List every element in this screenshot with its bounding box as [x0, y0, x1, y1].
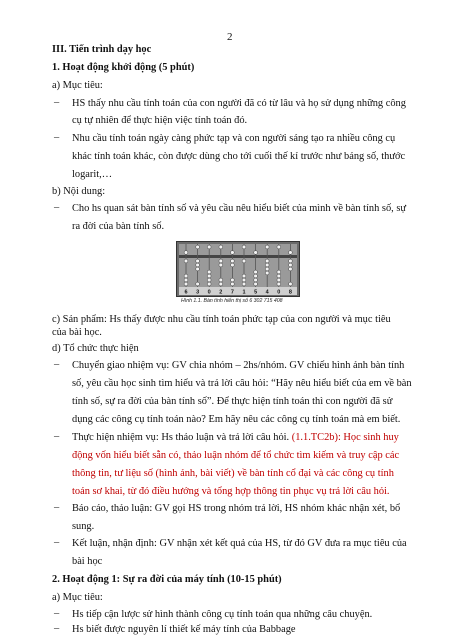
a-objective-label: a) Mục tiêu: — [52, 592, 103, 603]
objective-line: Hs biết được nguyên lí thiết kế máy tính của Babbage — [72, 624, 296, 635]
c-product-line: của bài học. — [52, 327, 102, 338]
abacus-upper-bead — [242, 245, 246, 249]
abacus-lower-bead — [277, 282, 281, 286]
abacus-lower-bead — [265, 259, 269, 263]
abacus-lower-bead — [254, 278, 258, 282]
abacus-digit: 3 — [196, 289, 200, 296]
abacus-upper-bead — [254, 251, 258, 255]
bullet-dash: – — [54, 431, 60, 442]
abacus-lower-bead — [196, 263, 200, 267]
abacus-upper-bead — [196, 245, 200, 249]
task-line: dụng các công cụ tính toán nào? Em hãy nêu các công cụ tính toán mà em biết. — [72, 414, 401, 425]
task-text: Thực hiện nhiệm vụ: Hs thảo luận và trả lời câu hỏi. — [72, 432, 292, 443]
competency-code-text: (1.1.TC2b): Học sinh huy — [291, 432, 399, 443]
content-line: Cho hs quan sát bàn tính số và yêu cầu nêu hiểu biết của mình về bàn tính số, sự — [72, 203, 407, 214]
abacus-upper-bead — [207, 245, 211, 249]
abacus-figure — [176, 241, 300, 297]
abacus-lower-bead — [277, 274, 281, 278]
abacus-digit: 6 — [184, 289, 188, 296]
abacus-lower-bead — [207, 282, 211, 286]
activity2-heading: 2. Hoạt động 1: Sự ra đời của máy tính (10-15 phút) — [52, 574, 282, 585]
b-content-label: b) Nội dung: — [52, 186, 106, 197]
abacus-lower-bead — [277, 278, 281, 282]
bullet-dash: – — [54, 359, 60, 370]
abacus-lower-bead — [242, 259, 246, 263]
abacus-lower-bead — [289, 267, 293, 271]
page-number: 2 — [227, 31, 233, 43]
abacus-lower-bead — [184, 259, 188, 263]
objective-line: logarit,… — [72, 169, 113, 180]
abacus-lower-bead — [184, 274, 188, 278]
abacus-image — [176, 241, 300, 297]
abacus-upper-bead — [219, 245, 223, 249]
task-line: tính số, sự ra đời của bàn tính số”. Để thực hiện tính toán thì con người đã sử — [72, 396, 393, 407]
task-line: Báo cáo, thảo luận: GV gọi HS trong nhóm trả lời, HS nhóm khác nhận xét, bổ — [72, 503, 401, 514]
abacus-lower-bead — [242, 282, 246, 286]
abacus-lower-bead — [289, 282, 293, 286]
content-line: ra đời của bàn tính số. — [72, 221, 165, 232]
activity1-heading: 1. Hoạt động khởi động (5 phút) — [52, 62, 195, 73]
bullet-dash: – — [54, 502, 60, 513]
d-organize-label: d) Tổ chức thực hiện — [52, 343, 139, 354]
objective-line: khác tính toán khác, còn được dùng cho tới cuối thế kỉ trước như bảng số, thước — [72, 151, 406, 162]
abacus-digit: 8 — [288, 289, 292, 296]
section-heading: III. Tiến trình dạy học — [52, 44, 152, 55]
bullet-dash: – — [54, 608, 60, 619]
abacus-lower-bead — [242, 278, 246, 282]
abacus-digit: 5 — [254, 289, 258, 296]
a-objective-label: a) Mục tiêu: — [52, 80, 103, 91]
abacus-upper-bead — [265, 245, 269, 249]
task-line: số, yêu cầu học sinh tìm hiểu và trả lời câu hỏi: “Hãy nêu hiểu biết của em về bàn — [72, 378, 412, 389]
objective-line: Nhu cầu tính toán ngày càng phức tạp và con người sáng tạo ra nhiều công cụ — [72, 133, 396, 144]
abacus-lower-bead — [219, 282, 223, 286]
abacus-lower-bead — [207, 274, 211, 278]
competency-line: toán sơ khai, từ đó điều hướng và tổng hợp thông tin phục vụ trả lời câu hỏi. — [72, 486, 390, 497]
competency-line: động vốn hiểu biết sẵn có, thảo luận nhóm để tổ chức tìm kiếm và truy cập các — [72, 450, 400, 461]
abacus-lower-bead — [242, 274, 246, 278]
abacus-upper-bead — [277, 245, 281, 249]
task-line — [72, 431, 399, 444]
abacus-lower-bead — [231, 259, 235, 263]
abacus-digit: 2 — [219, 289, 223, 296]
abacus-lower-bead — [289, 263, 293, 267]
task-line: Kết luận, nhận định: GV nhận xét kết quả của HS, từ đó GV đưa ra mục tiêu của — [72, 538, 407, 549]
abacus-upper-bead — [289, 251, 293, 255]
abacus-digit: 0 — [207, 289, 211, 296]
objective-line: Hs tiếp cận lược sử hình thành công cụ tính toán qua những câu chuyện. — [72, 609, 373, 620]
abacus-lower-bead — [196, 267, 200, 271]
abacus-digit: 1 — [242, 289, 246, 296]
abacus-lower-bead — [184, 278, 188, 282]
abacus-upper-bead — [231, 251, 235, 255]
abacus-lower-bead — [196, 259, 200, 263]
c-product-line: c) Sản phẩm: Hs thấy được nhu cầu tính toán phức tạp của con người và mục tiêu — [52, 314, 391, 325]
abacus-lower-bead — [265, 271, 269, 275]
abacus-lower-bead — [231, 282, 235, 286]
task-line: sung. — [72, 521, 95, 532]
abacus-lower-bead — [207, 278, 211, 282]
abacus-lower-bead — [277, 270, 281, 274]
abacus-lower-bead — [231, 278, 235, 282]
abacus-lower-bead — [289, 259, 293, 263]
bullet-dash: – — [54, 97, 60, 108]
bullet-dash: – — [54, 132, 60, 143]
abacus-lower-bead — [219, 263, 223, 267]
objective-line: HS thấy nhu cầu tính toán của con người đã có từ lâu và họ sử dụng những công — [72, 98, 406, 109]
abacus-lower-bead — [254, 270, 258, 274]
abacus-lower-bead — [254, 282, 258, 286]
objective-line: cụ tự nhiên để thực hiện việc tính toán đó. — [72, 115, 248, 126]
abacus-lower-bead — [219, 259, 223, 263]
abacus-lower-bead — [196, 282, 200, 286]
figure-caption: Hình 1.1. Bàn tính hiển thị số 6 302 715 408 — [181, 298, 283, 304]
abacus-lower-bead — [231, 263, 235, 267]
bullet-dash: – — [54, 537, 60, 548]
abacus-lower-bead — [207, 270, 211, 274]
abacus-lower-bead — [265, 267, 269, 271]
abacus-digit: 4 — [265, 289, 269, 296]
abacus-lower-bead — [265, 263, 269, 267]
task-line: Chuyển giao nhiệm vụ: GV chia nhóm – 2hs/nhóm. GV chiếu hình ảnh bàn tính — [72, 360, 405, 371]
bullet-dash: – — [54, 202, 60, 213]
abacus-upper-bead — [184, 251, 188, 255]
abacus-lower-bead — [254, 274, 258, 278]
abacus-lower-bead — [219, 278, 223, 282]
competency-line: thông tin, tư liệu số (hình ảnh, bài viết) về bàn tính cổ đại và các công cụ tính — [72, 468, 394, 479]
abacus-lower-bead — [184, 282, 188, 286]
abacus-digit: 7 — [230, 289, 234, 296]
bullet-dash: – — [54, 623, 60, 634]
abacus-digit: 0 — [277, 289, 281, 296]
task-line: bài học — [72, 556, 103, 567]
